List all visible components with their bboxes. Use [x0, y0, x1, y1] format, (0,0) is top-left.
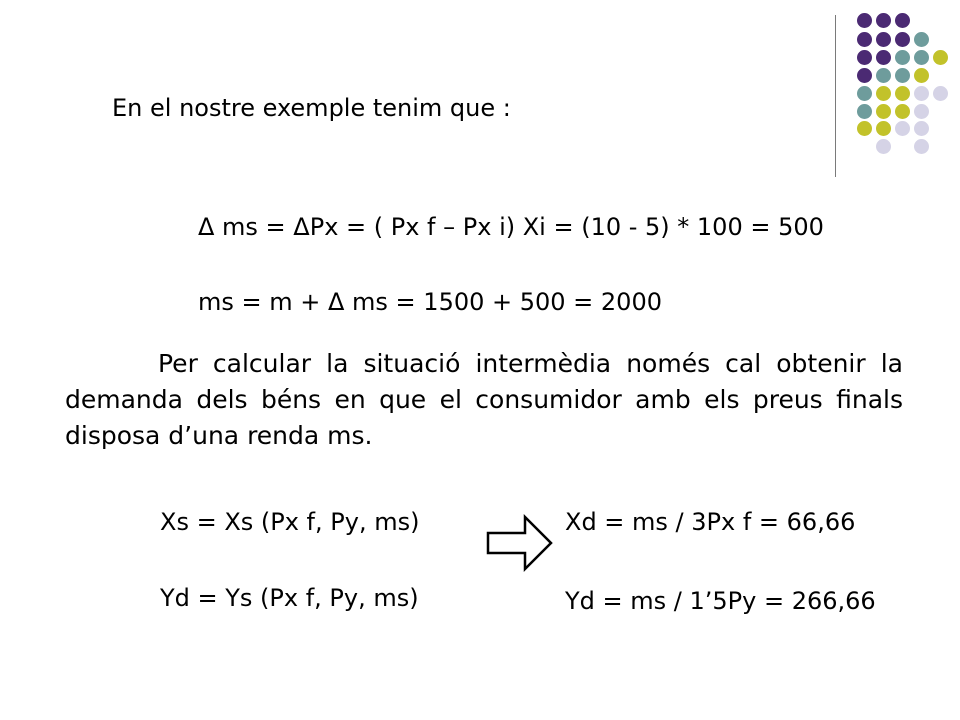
dot: [876, 139, 891, 154]
dot: [857, 121, 872, 136]
dot: [876, 68, 891, 83]
vertical-divider: [835, 15, 836, 177]
dot: [914, 104, 929, 119]
dot: [895, 104, 910, 119]
intro-line: En el nostre exemple tenim que :: [112, 94, 511, 122]
dot: [876, 13, 891, 28]
dot: [914, 121, 929, 136]
dot: [876, 86, 891, 101]
dot: [914, 32, 929, 47]
equation-delta-ms: Δ ms = ΔPx = ( Px f – Px i) Xi = (10 - 5) * 100 = 500: [198, 213, 824, 241]
dot: [914, 50, 929, 65]
decorative-dot-grid: [820, 0, 960, 190]
dot: [914, 68, 929, 83]
dot: [895, 68, 910, 83]
equation-ms: ms = m + Δ ms = 1500 + 500 = 2000: [198, 288, 662, 316]
dot: [933, 86, 948, 101]
dot: [895, 86, 910, 101]
dot: [857, 104, 872, 119]
dot: [914, 86, 929, 101]
dot: [857, 68, 872, 83]
equation-yd-right: Yd = ms / 1’5Py = 266,66: [565, 587, 876, 615]
dot: [876, 104, 891, 119]
dot: [857, 13, 872, 28]
dot: [933, 50, 948, 65]
dot: [876, 32, 891, 47]
dot: [876, 121, 891, 136]
right-arrow-outline-icon: [485, 513, 555, 573]
equation-xs: Xs = Xs (Px f, Py, ms): [160, 508, 420, 536]
dot: [914, 139, 929, 154]
dot: [857, 32, 872, 47]
dot: [895, 121, 910, 136]
dot: [876, 50, 891, 65]
dot: [895, 50, 910, 65]
equation-xd: Xd = ms / 3Px f = 66,66: [565, 508, 856, 536]
dot: [857, 50, 872, 65]
dot: [895, 13, 910, 28]
explanation-paragraph: Per calcular la situació intermèdia només cal obtenir la demanda dels béns en que el consumidor amb els preus finals disposa d’una renda ms.: [65, 349, 903, 450]
equation-yd-left: Yd = Ys (Px f, Py, ms): [160, 584, 419, 612]
dot: [857, 86, 872, 101]
dot: [895, 32, 910, 47]
